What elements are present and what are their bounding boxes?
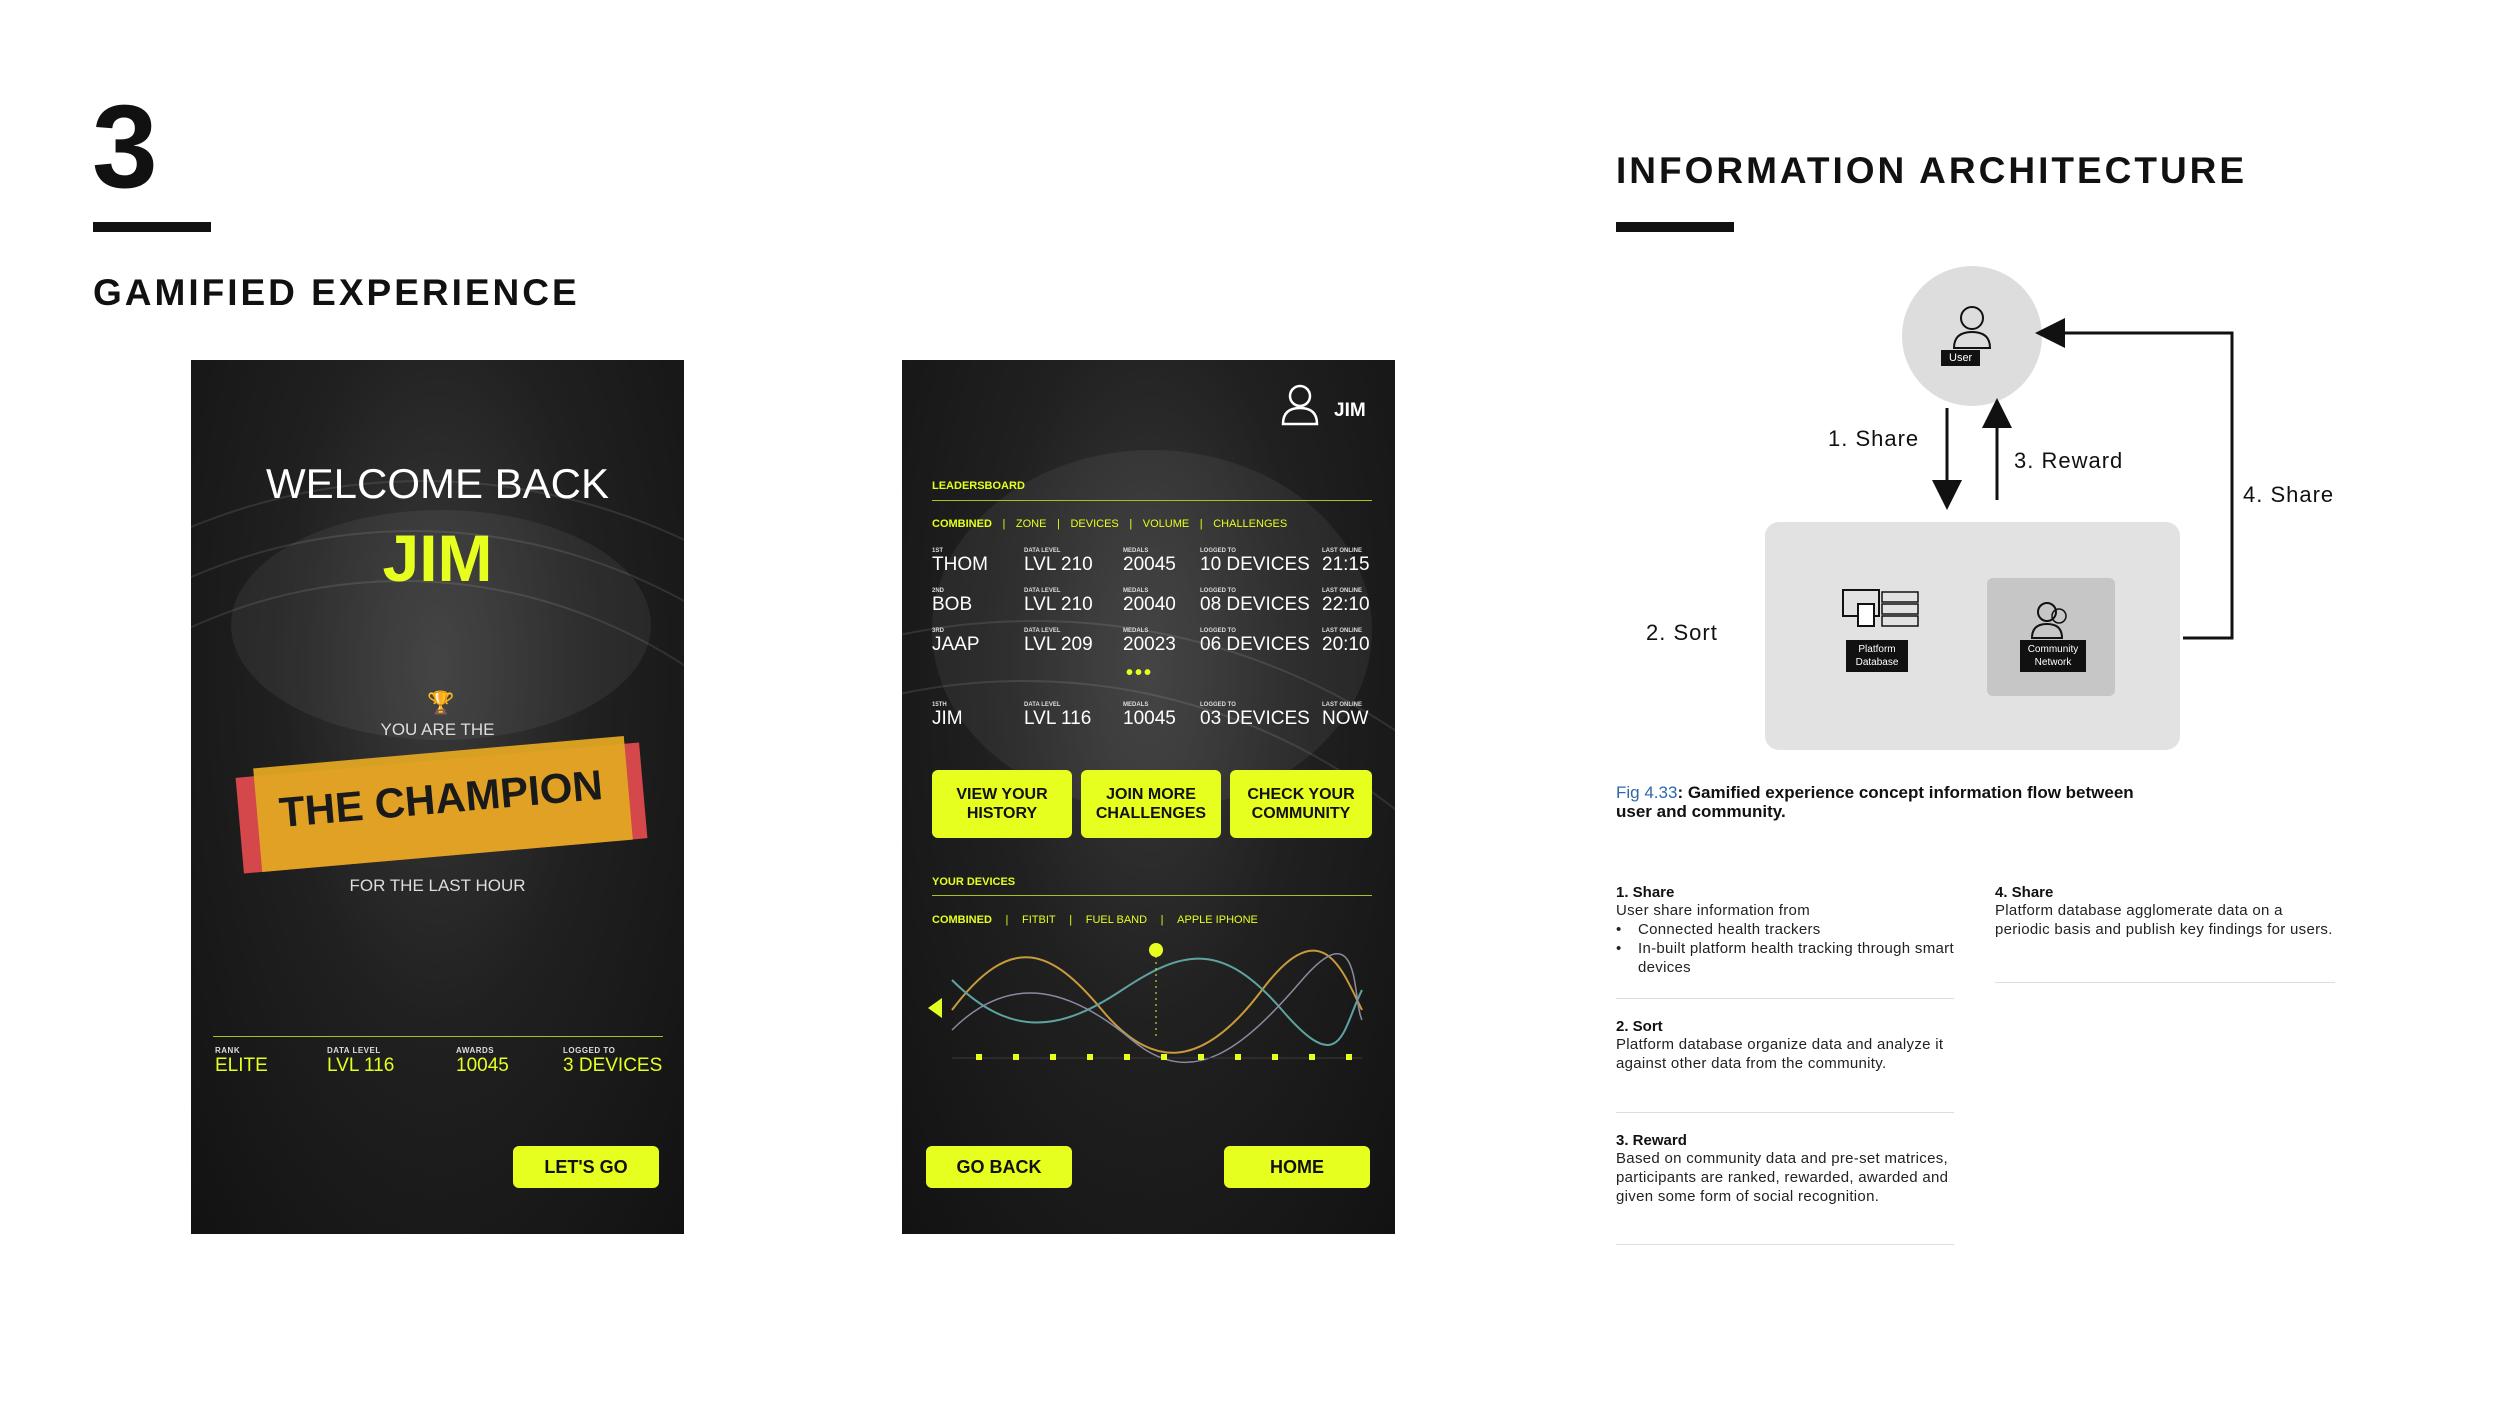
row-time-cell bbox=[1322, 588, 1370, 616]
note-title: 2. Sort bbox=[1616, 1018, 1663, 1035]
welcome-text: WELCOME BACK bbox=[265, 460, 610, 507]
row-devices-cell bbox=[1200, 548, 1310, 576]
row-medals-cell bbox=[1123, 702, 1176, 730]
join-challenges-button[interactable]: JOIN MORE CHALLENGES bbox=[1081, 770, 1221, 838]
section-number: 3 bbox=[92, 81, 158, 213]
device-tabs bbox=[932, 910, 1258, 928]
stat-value: 3 DEVICES bbox=[563, 1055, 663, 1076]
leaderboard-row[interactable] bbox=[932, 588, 972, 616]
tab-separator: | bbox=[1123, 518, 1139, 530]
row-level: LVL 209 bbox=[1024, 634, 1093, 655]
stat-value: ELITE bbox=[215, 1055, 268, 1076]
bullet-text: Connected health trackers bbox=[1638, 921, 1821, 938]
note-divider bbox=[1616, 998, 1954, 999]
row-level-cell bbox=[1024, 588, 1093, 616]
col-label: LOGGED TO bbox=[1200, 702, 1236, 708]
row-devices: 06 DEVICES bbox=[1200, 634, 1310, 655]
figure-caption bbox=[1616, 784, 2136, 821]
bullet-text: In-built platform health tracking through smart devices bbox=[1638, 940, 1954, 976]
leaderboard-row[interactable] bbox=[932, 548, 988, 576]
ia-title: INFORMATION ARCHITECTURE bbox=[1616, 150, 2248, 191]
row-devices-cell bbox=[1200, 702, 1310, 730]
lets-go-button[interactable]: LET'S GO bbox=[513, 1146, 659, 1188]
row-name: THOM bbox=[932, 554, 988, 575]
tab-combined[interactable]: COMBINED bbox=[932, 518, 992, 530]
chevron-left-icon[interactable] bbox=[928, 998, 942, 1018]
col-label: LOGGED TO bbox=[1200, 628, 1236, 634]
row-medals: 20045 bbox=[1123, 554, 1176, 575]
col-label: MEDALS bbox=[1123, 548, 1149, 554]
row-level-cell bbox=[1024, 548, 1093, 576]
row-level: LVL 116 bbox=[1024, 708, 1092, 729]
note-bullet: • In-built platform health tracking through smart devices bbox=[1616, 940, 1954, 976]
tab-separator: | bbox=[1151, 914, 1173, 926]
note-text: Platform database organize data and analyze it against other data from the community. bbox=[1616, 1036, 1944, 1072]
stat-value: 10045 bbox=[456, 1055, 509, 1076]
activity-wave-chart bbox=[922, 930, 1382, 1070]
section-rule bbox=[93, 222, 211, 232]
platform-container bbox=[1765, 522, 2180, 750]
tab-device-iphone[interactable]: APPLE IPHONE bbox=[1177, 914, 1258, 926]
row-devices: 03 DEVICES bbox=[1200, 708, 1310, 729]
you-are-text: YOU ARE THE bbox=[380, 720, 495, 739]
row-medals-cell bbox=[1123, 588, 1176, 616]
tab-device-fitbit[interactable]: FITBIT bbox=[1022, 914, 1056, 926]
note-share-4 bbox=[1995, 884, 2335, 939]
tab-separator: | bbox=[996, 914, 1018, 926]
stat-rank bbox=[215, 1046, 268, 1077]
col-label: DATA LEVEL bbox=[1024, 628, 1061, 634]
user-icon[interactable] bbox=[1280, 382, 1320, 431]
step-2-label: 2. Sort bbox=[1646, 620, 1718, 645]
col-label: LOGGED TO bbox=[1200, 548, 1236, 554]
col-label: DATA LEVEL bbox=[1024, 702, 1061, 708]
row-medals: 10045 bbox=[1123, 708, 1176, 729]
stat-label: DATA LEVEL bbox=[327, 1046, 381, 1055]
row-time: 21:15 bbox=[1322, 554, 1370, 575]
tab-devices[interactable]: DEVICES bbox=[1070, 518, 1119, 530]
note-divider bbox=[1616, 1112, 1954, 1113]
col-label: MEDALS bbox=[1123, 702, 1149, 708]
row-time-cell bbox=[1322, 702, 1368, 730]
stat-label: LOGGED TO bbox=[563, 1046, 616, 1055]
row-devices: 08 DEVICES bbox=[1200, 594, 1310, 615]
row-name: JAAP bbox=[932, 634, 980, 655]
view-history-button[interactable]: VIEW YOUR HISTORY bbox=[932, 770, 1072, 838]
stat-label: AWARDS bbox=[456, 1046, 495, 1055]
stat-label: RANK bbox=[215, 1046, 241, 1055]
note-text: User share information from bbox=[1616, 902, 1810, 919]
tab-volume[interactable]: VOLUME bbox=[1142, 518, 1190, 530]
leaderboard-screen bbox=[902, 360, 1395, 1234]
leaderboard-row[interactable] bbox=[932, 628, 980, 656]
tab-separator: | bbox=[1193, 518, 1209, 530]
stats-divider bbox=[213, 1036, 663, 1037]
figure-label: Fig 4.33 bbox=[1616, 783, 1678, 802]
col-label: MEDALS bbox=[1123, 588, 1149, 594]
note-sort bbox=[1616, 1018, 1954, 1073]
timeline-dots bbox=[976, 1054, 1352, 1060]
tab-separator: | bbox=[1050, 518, 1066, 530]
information-flow-diagram bbox=[1600, 260, 2380, 780]
row-devices-cell bbox=[1200, 628, 1310, 656]
row-level: LVL 210 bbox=[1024, 594, 1093, 615]
tab-device-fuelband[interactable]: FUEL BAND bbox=[1085, 914, 1148, 926]
note-text: Based on community data and pre-set matrices, participants are ranked, rewarded, awarded and given some form of social recognition. bbox=[1616, 1150, 1949, 1205]
note-share bbox=[1616, 884, 1954, 977]
col-label: LAST ONLINE bbox=[1322, 702, 1362, 708]
row-time: 22:10 bbox=[1322, 594, 1370, 615]
step-1-label: 1. Share bbox=[1828, 426, 1920, 451]
tab-separator: | bbox=[996, 518, 1012, 530]
leaderboard-divider bbox=[932, 500, 1372, 501]
check-community-button[interactable]: CHECK YOUR COMMUNITY bbox=[1230, 770, 1372, 838]
step-3-label: 3. Reward bbox=[2014, 448, 2124, 473]
col-label: DATA LEVEL bbox=[1024, 548, 1061, 554]
row-medals: 20023 bbox=[1123, 634, 1176, 655]
row-devices-cell bbox=[1200, 588, 1310, 616]
more-rows-ellipsis: ••• bbox=[1126, 662, 1154, 684]
tab-challenges[interactable]: CHALLENGES bbox=[1213, 518, 1288, 530]
note-text: Platform database agglomerate data on a periodic basis and publish key findings for users. bbox=[1995, 902, 2333, 938]
note-title: 3. Reward bbox=[1616, 1132, 1687, 1149]
row-medals: 20040 bbox=[1123, 594, 1176, 615]
section-title: GAMIFIED EXPERIENCE bbox=[93, 272, 580, 313]
step-4-label: 4. Share bbox=[2243, 482, 2335, 507]
leaderboard-title: LEADERSBOARD bbox=[932, 480, 1025, 492]
col-label: DATA LEVEL bbox=[1024, 588, 1061, 594]
note-reward bbox=[1616, 1132, 1954, 1206]
col-label: LAST ONLINE bbox=[1322, 548, 1362, 554]
row-rank: 3RD bbox=[932, 628, 945, 634]
user-name: JIM bbox=[1334, 400, 1366, 421]
row-rank: 2ND bbox=[932, 588, 945, 594]
row-time-cell bbox=[1322, 628, 1370, 656]
row-medals-cell bbox=[1123, 628, 1176, 656]
home-button[interactable]: HOME bbox=[1224, 1146, 1370, 1188]
row-rank: 1ST bbox=[932, 548, 944, 554]
row-rank: 15TH bbox=[932, 702, 947, 708]
stat-value: LVL 116 bbox=[327, 1055, 395, 1076]
my-rank-row[interactable] bbox=[932, 702, 963, 730]
col-label: LAST ONLINE bbox=[1322, 588, 1362, 594]
user-label: User bbox=[1941, 350, 1980, 366]
for-last-hour-text: FOR THE LAST HOUR bbox=[349, 876, 526, 895]
devices-divider bbox=[932, 895, 1372, 896]
champion-title: THE CHAMPION bbox=[277, 760, 605, 837]
note-divider bbox=[1616, 1244, 1954, 1245]
row-name: BOB bbox=[932, 594, 973, 615]
user-node bbox=[1902, 266, 2042, 406]
welcome-screen bbox=[191, 360, 684, 1234]
row-level-cell bbox=[1024, 702, 1091, 730]
row-name: JIM bbox=[932, 708, 963, 729]
note-bullet: • Connected health trackers bbox=[1616, 921, 1821, 938]
tab-zone[interactable]: ZONE bbox=[1015, 518, 1047, 530]
col-label: LAST ONLINE bbox=[1322, 628, 1362, 634]
devices-title: YOUR DEVICES bbox=[932, 876, 1016, 888]
tab-separator: | bbox=[1060, 914, 1082, 926]
leaderboard-tabs bbox=[932, 514, 1287, 532]
ia-rule bbox=[1616, 222, 1734, 232]
user-name: JIM bbox=[382, 521, 493, 595]
stat-awards bbox=[456, 1046, 509, 1077]
stat-data-level bbox=[327, 1046, 394, 1077]
row-medals-cell bbox=[1123, 548, 1176, 576]
row-level: LVL 210 bbox=[1024, 554, 1093, 575]
col-label: LOGGED TO bbox=[1200, 588, 1236, 594]
note-title: 4. Share bbox=[1995, 884, 2054, 901]
note-divider bbox=[1995, 982, 2335, 983]
platform-label: Platform Database bbox=[1846, 640, 1908, 672]
go-back-button[interactable]: GO BACK bbox=[926, 1146, 1072, 1188]
note-title: 1. Share bbox=[1616, 884, 1675, 901]
row-time-cell bbox=[1322, 548, 1370, 576]
row-time: NOW bbox=[1322, 708, 1369, 729]
col-label: MEDALS bbox=[1123, 628, 1149, 634]
figure-caption-text: : Gamified experience concept information flow between user and community. bbox=[1616, 783, 2134, 821]
tab-device-combined[interactable]: COMBINED bbox=[932, 914, 992, 926]
community-label: Community Network bbox=[2020, 640, 2086, 672]
stat-logged-to bbox=[563, 1046, 662, 1077]
row-level-cell bbox=[1024, 628, 1093, 656]
trophy-icon: 🏆 bbox=[427, 690, 455, 715]
row-devices: 10 DEVICES bbox=[1200, 554, 1310, 575]
row-time: 20:10 bbox=[1322, 634, 1370, 655]
